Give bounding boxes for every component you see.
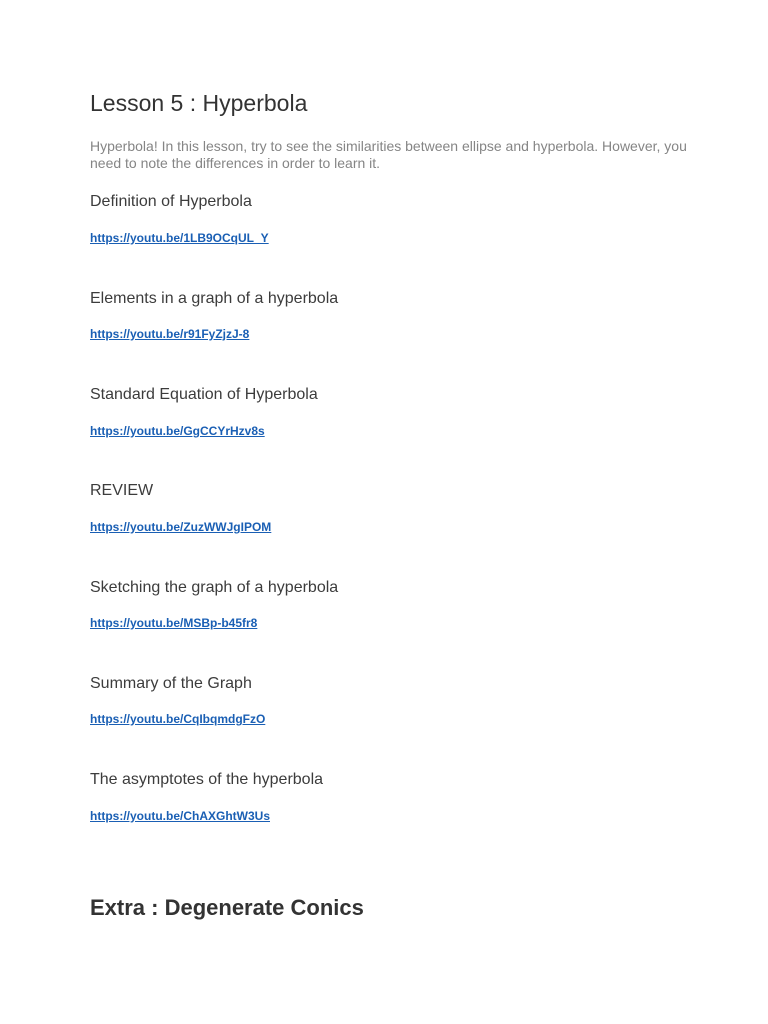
section-heading-definition: Definition of Hyperbola: [90, 193, 252, 210]
video-link-standard-equation[interactable]: https://youtu.be/GgCCYrHzv8s: [90, 424, 265, 438]
video-link-asymptotes[interactable]: https://youtu.be/ChAXGhtW3Us: [90, 809, 270, 823]
section-heading-review: REVIEW: [90, 482, 154, 499]
video-link-summary[interactable]: https://youtu.be/CqIbqmdgFzO: [90, 712, 266, 726]
section-heading-summary: Summary of the Graph: [90, 675, 252, 692]
extra-title: Extra : Degenerate Conics: [90, 895, 364, 920]
video-link-elements[interactable]: https://youtu.be/r91FyZjzJ-8: [90, 327, 250, 341]
lesson-title: Lesson 5 : Hyperbola: [90, 90, 308, 116]
video-link-review[interactable]: https://youtu.be/ZuzWWJgIPOM: [90, 520, 272, 534]
lesson-intro: Hyperbola! In this lesson, try to see the similarities between ellipse and hyperbola. However, you need to note the differences in order to learn it.: [90, 138, 687, 171]
section-heading-sketching: Sketching the graph of a hyperbola: [90, 579, 339, 596]
video-link-sketching[interactable]: https://youtu.be/MSBp-b45fr8: [90, 616, 258, 630]
section-heading-asymptotes: The asymptotes of the hyperbola: [90, 771, 324, 788]
section-heading-elements: Elements in a graph of a hyperbola: [90, 290, 339, 307]
section-heading-standard-equation: Standard Equation of Hyperbola: [90, 386, 318, 403]
video-link-definition[interactable]: https://youtu.be/1LB9OCqUL_Y: [90, 231, 269, 245]
